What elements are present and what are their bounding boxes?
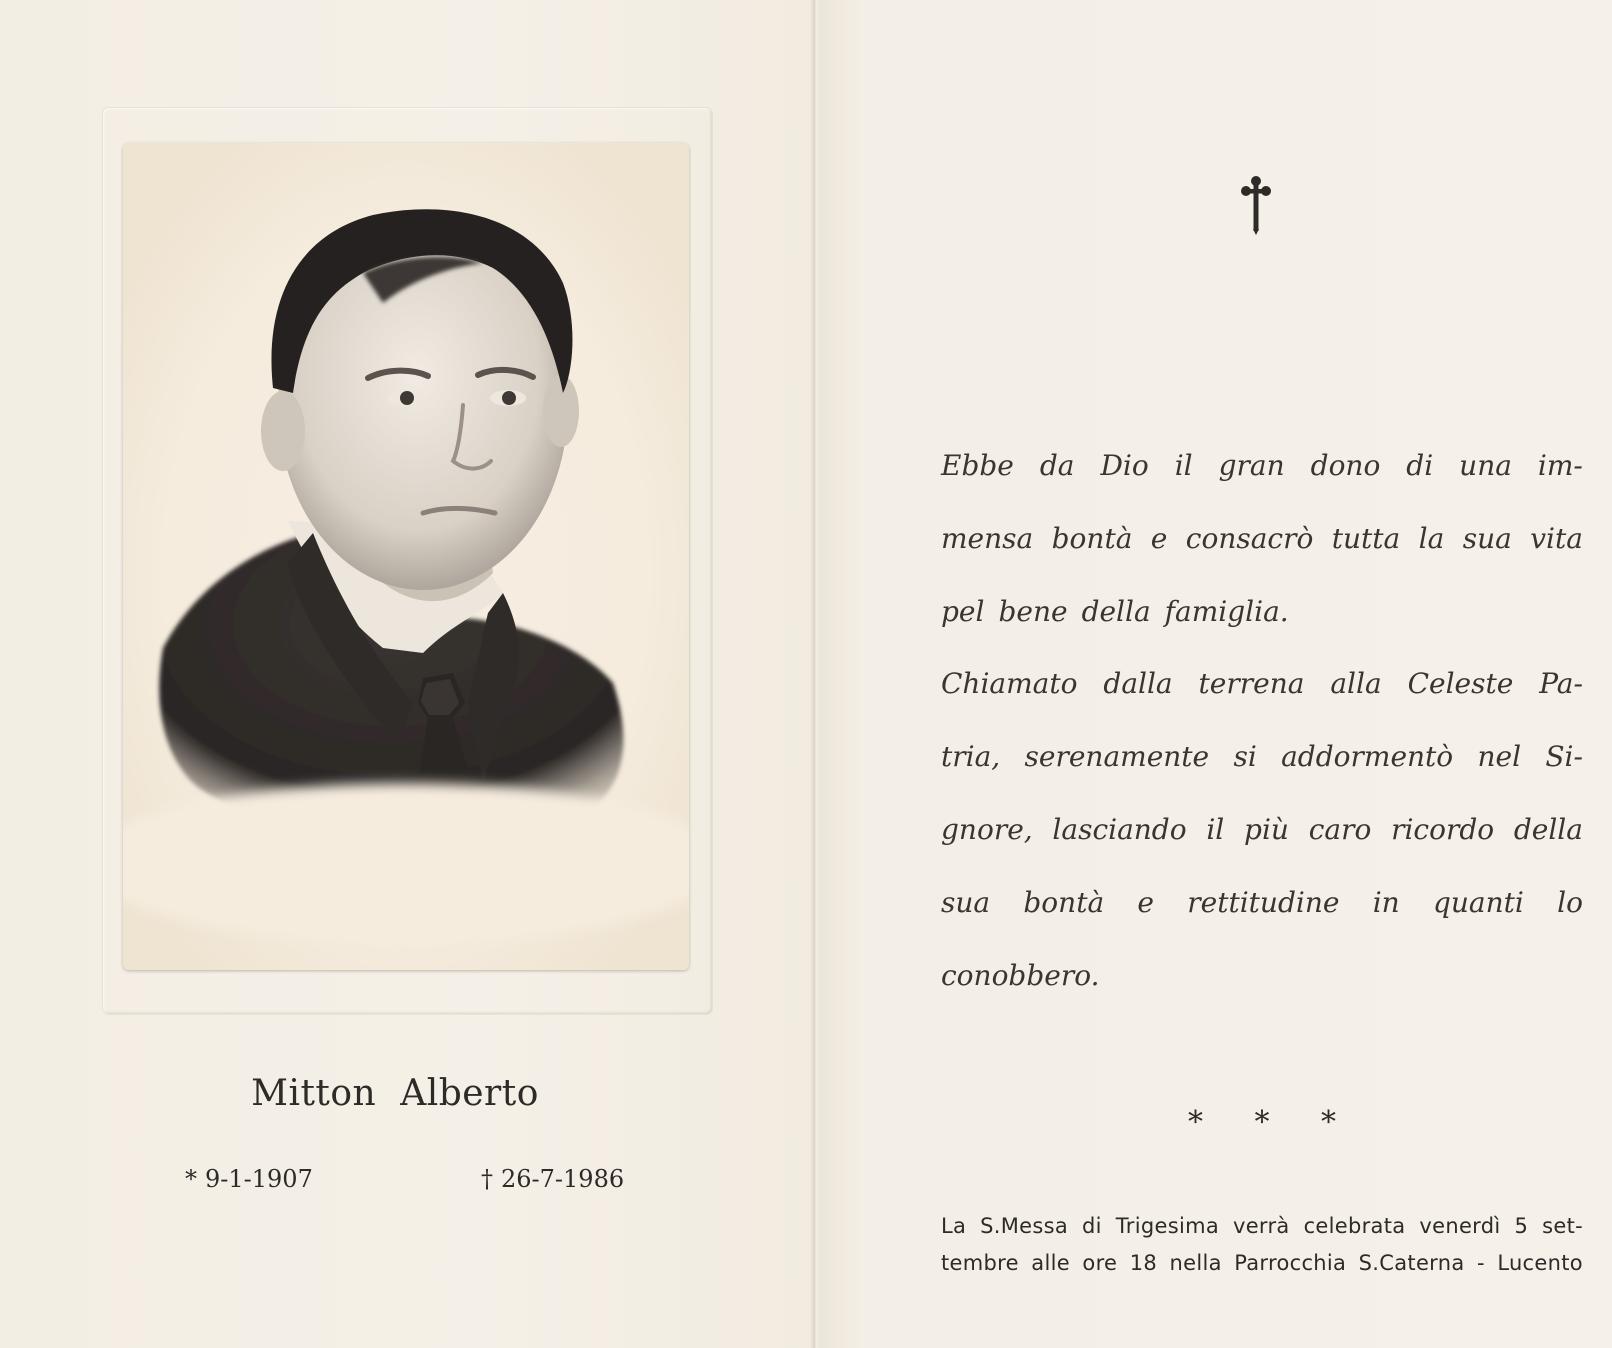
notice-word: venerdì xyxy=(1419,1214,1501,1238)
verse-word: in xyxy=(1372,885,1400,919)
star-separator xyxy=(1188,1105,1336,1140)
notice-word: set- xyxy=(1542,1214,1583,1238)
verse-word: Ebbe xyxy=(941,449,1014,482)
notice-word: celebrata xyxy=(1303,1214,1406,1238)
separator-star: * xyxy=(1188,1105,1203,1140)
notice-word: tembre xyxy=(941,1251,1019,1275)
notice-word: 5 xyxy=(1514,1214,1529,1238)
verse-word: bontà xyxy=(1051,521,1133,555)
verse-word: sua xyxy=(1462,521,1512,555)
notice-word: Lucento xyxy=(1497,1251,1583,1275)
verse-word: di xyxy=(1406,449,1434,482)
verse-word: lasciando xyxy=(1052,812,1187,846)
verse-word: Si- xyxy=(1545,740,1583,774)
verse-word: Chiamato xyxy=(941,667,1078,701)
notice-word: 18 xyxy=(1129,1251,1158,1275)
verse-word: e xyxy=(1150,521,1168,555)
verse-word: vita xyxy=(1530,521,1583,555)
verse-word: nel xyxy=(1477,740,1522,774)
verse-word: consacrò xyxy=(1185,521,1314,555)
portrait-illustration xyxy=(123,143,689,970)
separator-star: * xyxy=(1321,1105,1336,1140)
verse-word: Pa- xyxy=(1539,667,1583,701)
verse-word: bene xyxy=(998,594,1068,628)
verse-line xyxy=(941,810,1583,883)
verse-word: serenamente xyxy=(1024,740,1210,774)
notice-word: La xyxy=(941,1214,967,1238)
verse-word: rettitudine xyxy=(1187,885,1340,919)
verse-word: lo xyxy=(1557,885,1583,919)
verse-word: caro xyxy=(1308,812,1372,846)
verse-word: gnore, xyxy=(941,812,1033,846)
notice-line xyxy=(941,1208,1583,1245)
verse-word: più xyxy=(1244,812,1289,846)
birth-date: 9-1-1907 xyxy=(205,1165,313,1193)
separator-star: * xyxy=(1254,1105,1270,1140)
verse-word: il xyxy=(1206,812,1225,846)
verse-word: si xyxy=(1233,740,1257,774)
verse-word: e xyxy=(1137,885,1154,919)
notice-word: Trigesima xyxy=(1115,1214,1220,1238)
verse-word: da xyxy=(1039,449,1075,482)
notice-word: Parrocchia xyxy=(1234,1251,1347,1275)
notice-word: - xyxy=(1476,1251,1485,1275)
verse-word: quanti xyxy=(1432,885,1524,919)
verse-word: gran xyxy=(1218,449,1285,482)
verse-line xyxy=(941,956,1583,1029)
verse-word: conobbero. xyxy=(941,958,1100,992)
mass-notice xyxy=(941,1208,1583,1282)
verse-word: bontà xyxy=(1023,885,1105,919)
verse-word: alla xyxy=(1330,667,1382,701)
verse-word: famiglia. xyxy=(1164,594,1289,628)
verse-word: Celeste xyxy=(1407,667,1514,701)
verse-word: la xyxy=(1418,521,1445,555)
birth-symbol: * xyxy=(185,1165,197,1193)
verse-line xyxy=(941,737,1583,810)
verse-word: addormentò xyxy=(1281,740,1454,774)
portrait-photo xyxy=(123,143,689,970)
memorial-verse xyxy=(941,446,1583,1028)
notice-word: ore xyxy=(1082,1251,1118,1275)
verse-word: Dio xyxy=(1100,449,1149,482)
notice-word: verrà xyxy=(1232,1214,1290,1238)
verse-word: tria, xyxy=(941,740,1001,774)
verse-word: sua xyxy=(941,885,991,919)
cross-icon xyxy=(1239,173,1273,235)
verse-word: una xyxy=(1459,449,1512,482)
death-symbol: † xyxy=(481,1165,493,1193)
verse-line xyxy=(941,883,1583,956)
notice-word: alle xyxy=(1031,1251,1070,1275)
deceased-name: Mitton Alberto xyxy=(251,1073,539,1114)
death-date: 26-7-1986 xyxy=(501,1165,625,1193)
birth-date-line xyxy=(185,1165,313,1193)
verse-word: im- xyxy=(1537,449,1583,482)
notice-word: S.Messa xyxy=(980,1214,1069,1238)
verse-word: dalla xyxy=(1103,667,1173,701)
verse-word: dono xyxy=(1310,449,1381,482)
notice-word: di xyxy=(1082,1214,1102,1238)
verse-word: della xyxy=(1513,812,1583,846)
verse-word: mensa xyxy=(941,521,1034,555)
notice-line xyxy=(941,1245,1583,1282)
verse-word: terrena xyxy=(1198,667,1305,701)
verse-line xyxy=(941,446,1583,519)
card-fold xyxy=(810,0,820,1348)
death-date-line xyxy=(481,1165,624,1193)
notice-word: nella xyxy=(1169,1251,1222,1275)
verse-line xyxy=(941,592,1583,665)
verse-word: tutta xyxy=(1331,521,1401,555)
verse-line xyxy=(941,519,1583,592)
notice-word: S.Caterna xyxy=(1358,1251,1465,1275)
verse-word: ricordo xyxy=(1391,812,1495,846)
verse-word: della xyxy=(1081,594,1151,628)
verse-line xyxy=(941,664,1583,737)
verse-word: il xyxy=(1174,449,1193,482)
verse-word: pel xyxy=(941,594,985,628)
